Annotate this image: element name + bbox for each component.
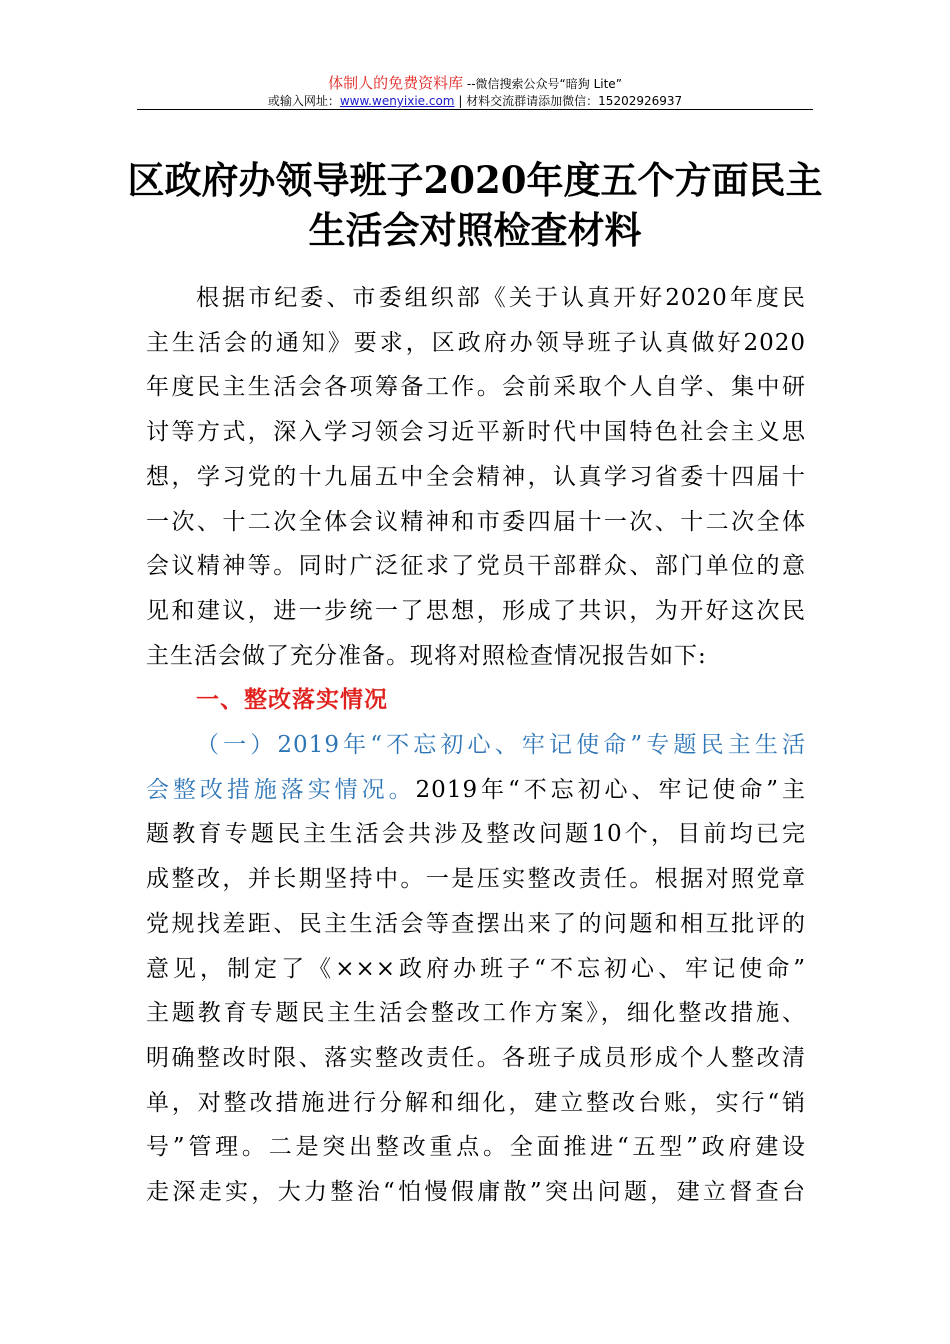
- paragraph-line: 明确整改时限、落实整改责任。各班子成员形成个人整改清: [146, 1044, 806, 1071]
- header-line-1: [0, 72, 950, 93]
- paragraph-line: 主生活会的通知》要求，区政府办领导班子认真做好2020: [146, 329, 806, 356]
- paragraph-line: 单，对整改措施进行分解和细化，建立整改台账，实行“销: [146, 1089, 806, 1116]
- header-rule: [137, 109, 813, 110]
- site-name: 体制人的免费资料库: [328, 74, 464, 92]
- wechat-note: --微信搜索公众号“暗狗 Lite”: [463, 77, 622, 91]
- paragraph-line: 一次、十二次全体会议精神和市委四届十一次、十二次全体: [146, 508, 806, 535]
- section-heading-text: 一、整改落实情况: [196, 687, 388, 714]
- paragraph-line: 会议精神等。同时广泛征求了党员干部群众、部门单位的意: [146, 553, 806, 580]
- paragraph-text: 2019年“不忘初心、牢记使命”主: [415, 776, 806, 803]
- paragraph-line: 主生活会做了充分准备。现将对照检查情况报告如下:: [146, 642, 707, 669]
- paragraph-line: 根据市纪委、市委组织部《关于认真开好2020年度民: [196, 285, 806, 311]
- website-link[interactable]: www.wenyixie.com: [339, 94, 455, 108]
- header-line-2: [0, 92, 950, 109]
- paragraph-line: 党规找差距、民主生活会等查摆出来了的问题和相互批评的: [146, 910, 806, 937]
- paragraph-line: 主题教育专题民主生活会整改工作方案》，细化整改措施、: [146, 1000, 806, 1027]
- paragraph-line: 年度民主生活会各项筹备工作。会前采取个人自学、集中研: [146, 374, 806, 401]
- subsection-heading-end: 会整改措施落实情况。: [146, 776, 416, 803]
- paragraph-line: 想，学习党的十九届五中全会精神，认真学习省委十四届十: [146, 463, 806, 490]
- paragraph-line: 成整改，并长期坚持中。一是压实整改责任。根据对照党章: [146, 866, 806, 893]
- contact-info: | 材料交流群请添加微信：15202926937: [454, 94, 683, 108]
- document-title-line-1: 区政府办领导班子2020年度五个方面民主: [127, 158, 823, 202]
- paragraph-line: [146, 775, 806, 805]
- paragraph-line: 见和建议，进一步统一了思想，形成了共识，为开好这次民: [146, 597, 806, 624]
- section-heading: [196, 685, 806, 715]
- paragraph-line: 走深走实，大力整治“怕慢假庸散”突出问题，建立督查台: [146, 1179, 806, 1205]
- document-title-line-2: 生活会对照检查材料: [308, 208, 642, 252]
- paragraph-line: 意见，制定了《×××政府办班子“不忘初心、牢记使命”: [146, 955, 806, 982]
- subsection-heading-line: （一）2019年“不忘初心、牢记使命”专题民主生活: [196, 732, 806, 758]
- url-prefix: 或输入网址：: [267, 94, 340, 108]
- paragraph-line: 题教育专题民主生活会共涉及整改问题10个，目前均已完: [146, 821, 806, 848]
- paragraph-line: 讨等方式，深入学习领会习近平新时代中国特色社会主义思: [146, 419, 806, 446]
- paragraph-line: 号”管理。二是突出整改重点。全面推进“五型”政府建设: [146, 1134, 806, 1161]
